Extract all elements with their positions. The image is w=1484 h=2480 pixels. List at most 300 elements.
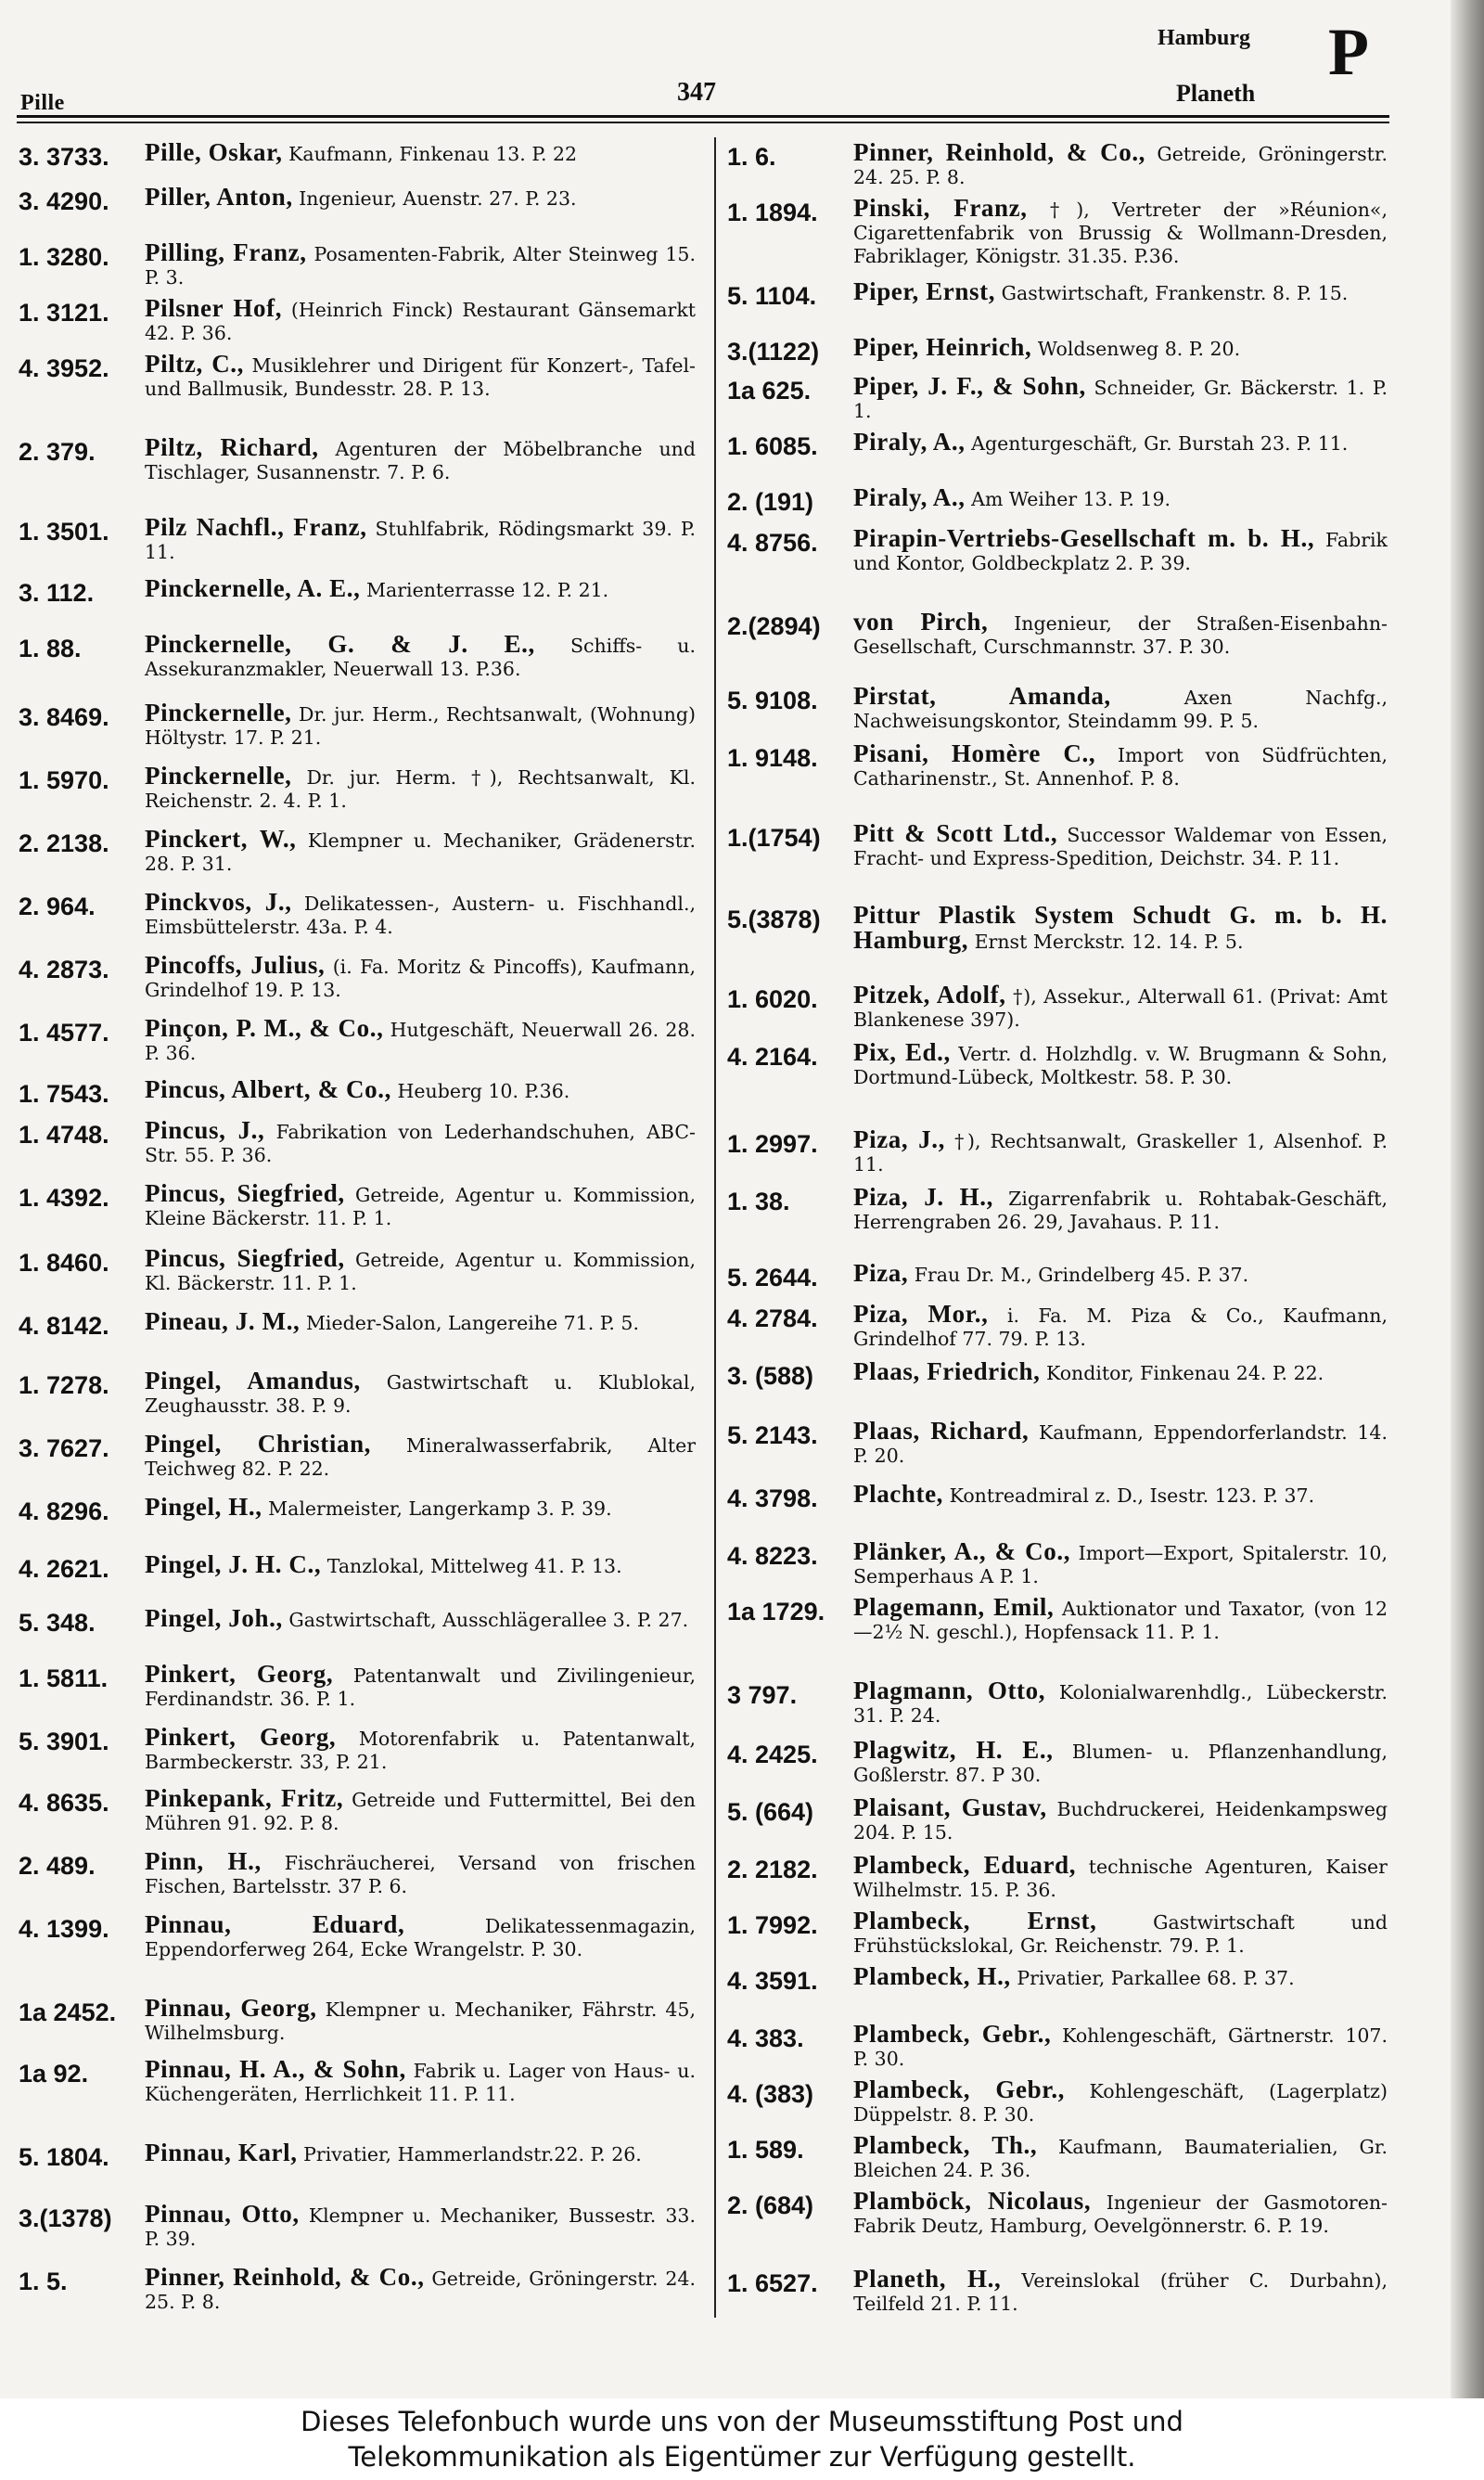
entry-name: Pinçon, P. M., & Co., <box>145 1014 384 1042</box>
directory-entry <box>19 1116 696 1167</box>
entry-details: Agenturgeschäft, Gr. Burstah 23. P. 11. <box>971 432 1349 455</box>
entry-name: Piza, J., <box>853 1125 945 1153</box>
entry-details: Malermeister, Langerkamp 3. P. 39. <box>268 1497 612 1520</box>
entry-text <box>853 1259 1388 1287</box>
phone-number: 4. (383) <box>727 2080 814 2108</box>
directory-entry <box>19 1244 696 1295</box>
entry-name: Piltz, Richard, <box>145 433 319 461</box>
directory-entry <box>727 428 1388 460</box>
phone-number: 5. 1804. <box>19 2143 109 2171</box>
entry-text <box>853 1679 1388 1728</box>
directory-entry <box>19 238 696 289</box>
entry-details: Fabrikation von Lederhandschuhen, ABC-Str. 55. P. 36. <box>145 1121 696 1166</box>
entry-details: Marienterrasse 12. P. 21. <box>366 579 609 601</box>
directory-entry <box>19 433 696 484</box>
directory-entry <box>727 1183 1388 1234</box>
entry-name: Pix, Ed., <box>853 1038 951 1066</box>
entry-name: Pingel, H., <box>145 1493 262 1521</box>
entry-details: Hutgeschäft, Neuerwall 26. 28. P. 36. <box>145 1019 696 1064</box>
entry-details: Frau Dr. M., Grindelberg 45. P. 37. <box>914 1264 1249 1286</box>
footer-notice <box>0 2398 1484 2480</box>
directory-entry <box>727 1417 1388 1468</box>
entry-name: Pincus, Albert, & Co., <box>145 1075 391 1103</box>
entry-name: Plagmann, Otto, <box>853 1677 1046 1704</box>
entry-details: Kolonialwarenhdlg., Lübeckerstr. 31. P. 24. <box>853 1681 1388 1727</box>
entry-text <box>853 138 1388 189</box>
directory-entry <box>727 682 1388 733</box>
entry-name: Plambeck, Gebr., <box>853 2020 1052 2048</box>
entry-name: Piper, Ernst, <box>853 277 996 305</box>
phone-number: 1. 3280. <box>19 243 109 271</box>
directory-entry <box>727 1038 1388 1089</box>
entry-details: Schneider, Gr. Bäckerstr. 1. P. 1. <box>853 377 1388 422</box>
entry-text <box>853 2075 1388 2127</box>
entry-details: Musiklehrer und Dirigent für Konzert-, Tafel- und Ballmusik, Bundesstr. 28. P. 13. <box>145 354 696 400</box>
phone-number: 2. 379. <box>19 438 96 466</box>
phone-number: 4. 8635. <box>19 1789 109 1817</box>
entry-details: Klempner u. Mechaniker, Grädenerstr. 28. P. 31. <box>145 829 696 875</box>
entry-name: Pincoffs, Julius, <box>145 951 326 979</box>
entry-name: Pittur Plastik System Schudt G. m. b. H. Hamburg, <box>853 901 1388 954</box>
phone-number: 3. 7627. <box>19 1434 109 1462</box>
entry-name: Pincus, J., <box>145 1116 265 1144</box>
entry-name: Pinnau, Eduard, <box>145 1910 405 1938</box>
directory-entry <box>19 762 696 813</box>
entry-details: Getreide, Agentur u. Kommission, Kleine Bäckerstr. 11. P. 1. <box>145 1184 696 1229</box>
entry-name: Plambeck, H., <box>853 1962 1011 1990</box>
entry-text <box>145 1660 696 1711</box>
entry-text <box>145 951 696 1002</box>
directory-entry <box>19 294 696 345</box>
entry-name: Pineau, J. M., <box>145 1307 301 1335</box>
entry-name: Pinski, Franz, <box>853 194 1028 222</box>
entry-name: Pilling, Franz, <box>145 238 307 266</box>
directory-entry <box>727 1962 1388 1995</box>
directory-entry <box>19 1784 696 1835</box>
entry-name: Plambeck, Gebr., <box>853 2075 1066 2103</box>
phone-number: 1. 6020. <box>727 985 818 1013</box>
directory-entry <box>19 1910 696 1961</box>
entry-name: Plaas, Friedrich, <box>853 1357 1041 1385</box>
entry-details: Buchdruckerei, Heidenkampsweg 204. P. 15. <box>853 1798 1388 1844</box>
directory-entry <box>19 1430 696 1481</box>
entry-details: Kaufmann, Eppendorferlandstr. 14. P. 20. <box>853 1421 1388 1467</box>
entry-text <box>853 983 1388 1032</box>
entry-details: Privatier, Hammerlandstr.22. P. 26. <box>303 2143 642 2165</box>
header-last-entry-word: Planeth <box>1176 80 1256 107</box>
entry-name: Plamböck, Nicolaus, <box>853 2187 1092 2215</box>
entry-details: Agenturen der Möbelbranche und Tischlager, Susannenstr. 7. P. 6. <box>145 438 696 483</box>
directory-entry <box>727 1357 1388 1390</box>
entry-text <box>145 574 696 602</box>
entry-text <box>853 2265 1388 2316</box>
entry-name: Pirstat, Amanda, <box>853 682 1111 710</box>
phone-number: 1. 3121. <box>19 299 109 327</box>
entry-text <box>145 1550 696 1578</box>
phone-number: 4. 2621. <box>19 1555 109 1583</box>
entry-text <box>853 901 1388 954</box>
directory-entry <box>727 194 1388 268</box>
entry-name: Plambeck, Ernst, <box>853 1907 1097 1934</box>
entry-name: Pinkepank, Fritz, <box>145 1784 344 1812</box>
entry-name: Plaas, Richard, <box>853 1417 1030 1445</box>
directory-entry <box>727 2265 1388 2316</box>
entry-details: Kohlengeschäft, (Lagerplatz) Düppelstr. 8. P. 30. <box>853 2080 1388 2126</box>
entry-text <box>853 1038 1388 1089</box>
phone-number: 5. 348. <box>19 1609 96 1637</box>
directory-entry <box>19 825 696 876</box>
directory-entry <box>19 2055 696 2106</box>
phone-number: 1. 6527. <box>727 2269 818 2297</box>
entry-text <box>145 138 696 166</box>
phone-number: 5. 3901. <box>19 1728 109 1755</box>
phone-number: 1. 3501. <box>19 518 109 546</box>
entry-text <box>853 2131 1388 2182</box>
entry-text <box>145 433 696 484</box>
phone-number: 1. 4392. <box>19 1184 109 1212</box>
phone-number: 2. (191) <box>727 488 814 516</box>
directory-entry <box>19 1307 696 1340</box>
entry-name: von Pirch, <box>853 608 989 636</box>
header-city: Hamburg <box>1158 26 1251 50</box>
phone-number: 1. 589. <box>727 2136 804 2164</box>
entry-text <box>853 610 1388 659</box>
entry-text <box>145 1847 696 1898</box>
entry-details: Gastwirtschaft, Frankenstr. 8. P. 15. <box>1001 282 1349 304</box>
entry-details: i. Fa. M. Piza & Co., Kaufmann, Grindelhof 77. 79. P. 13. <box>853 1304 1388 1350</box>
directory-entry <box>19 1493 696 1525</box>
phone-number: 5. 1104. <box>727 282 817 310</box>
directory-entry <box>727 277 1388 310</box>
phone-number: 4. 3591. <box>727 1967 818 1995</box>
entry-details: Kontreadmiral z. D., Isestr. 123. P. 37. <box>949 1484 1315 1507</box>
entry-name: Piza, <box>853 1259 909 1287</box>
entry-text <box>145 238 696 289</box>
directory-entry <box>727 983 1388 1032</box>
entry-text <box>853 1962 1388 1990</box>
entry-name: Pinnau, Karl, <box>145 2139 298 2166</box>
entry-details: Getreide, Gröningerstr. 24. 25. P. 8. <box>145 2268 696 2313</box>
phone-number: 1. 8460. <box>19 1249 109 1277</box>
phone-number: 4. 1399. <box>19 1915 109 1943</box>
phone-number: 1. 2997. <box>727 1130 818 1158</box>
phone-number: 3.(1122) <box>727 338 820 366</box>
phone-number: 4. 383. <box>727 2024 804 2052</box>
entry-details: Woldsenweg 8. P. 20. <box>1037 338 1241 360</box>
entry-details: Getreide, Agentur u. Kommission, Kl. Bäckerstr. 11. P. 1. <box>145 1249 696 1294</box>
entry-text <box>853 1183 1388 1234</box>
directory-entry <box>727 819 1388 870</box>
entry-name: Pitt & Scott Ltd., <box>853 819 1058 847</box>
entry-details: Successor Waldemar von Essen, Fracht- und Express-Spedition, Deichstr. 34. P. 11. <box>853 824 1388 869</box>
phone-number: 1. 1894. <box>727 199 818 226</box>
header-first-entry-word: Pille <box>20 91 65 115</box>
phone-number: 4. 2425. <box>727 1741 818 1768</box>
phone-number: 1.(1754) <box>727 824 821 852</box>
directory-entry <box>19 701 696 750</box>
entry-name: Pinckvos, J., <box>145 888 292 916</box>
entry-details: Tanzlokal, Mittelweg 41. P. 13. <box>326 1555 622 1577</box>
page-binding-edge <box>1451 0 1484 2398</box>
entry-name: Pinner, Reinhold, & Co., <box>853 138 1146 166</box>
phone-number: 1. 4577. <box>19 1019 109 1047</box>
entry-text <box>853 1300 1388 1351</box>
entry-text <box>145 1244 696 1295</box>
phone-number: 1a 1729. <box>727 1598 825 1625</box>
directory-entry <box>19 1075 696 1108</box>
entry-text <box>853 483 1388 511</box>
entry-details: Patentanwalt und Zivilingenieur, Ferdinandstr. 36. P. 1. <box>145 1664 696 1710</box>
phone-number: 5. 9108. <box>727 687 818 714</box>
entry-details: Getreide und Futtermittel, Bei den Mühren 91. 92. P. 8. <box>145 1789 696 1834</box>
entry-name: Plänker, A., & Co., <box>853 1537 1071 1565</box>
phone-number: 1a 2452. <box>19 1998 117 2026</box>
entry-text <box>853 1417 1388 1468</box>
phone-number: 3 797. <box>727 1681 798 1709</box>
phone-number: 1. 4748. <box>19 1121 109 1149</box>
phone-number: 1a 92. <box>19 2060 89 2088</box>
entry-name: Pincus, Siegfried, <box>145 1179 345 1207</box>
entry-name: Plachte, <box>853 1480 944 1508</box>
directory-entry <box>19 1660 696 1711</box>
entry-details: Gastwirtschaft, Ausschlägerallee 3. P. 27. <box>288 1609 689 1631</box>
entry-details: Axen Nachfg., Nachweisungskontor, Steindamm 99. P. 5. <box>853 687 1388 732</box>
entry-text <box>145 2055 696 2106</box>
entry-details: Fabrik u. Lager von Haus- u. Küchengeräten, Herrlichkeit 11. P. 11. <box>145 2060 696 2105</box>
entry-text <box>853 372 1388 423</box>
entry-text <box>853 277 1388 305</box>
entry-name: Pinnau, H. A., & Sohn, <box>145 2055 406 2083</box>
entry-name: Pinn, H., <box>145 1847 262 1875</box>
phone-number: 4. 2873. <box>19 956 109 983</box>
phone-number: 3. 8469. <box>19 703 109 731</box>
directory-entry <box>727 2075 1388 2127</box>
directory-entry <box>727 138 1388 189</box>
entry-name: Pisani, Homère C., <box>853 739 1096 767</box>
entry-name: Piza, J. H., <box>853 1183 993 1211</box>
entry-text <box>145 888 696 939</box>
entry-details: Klempner u. Mechaniker, Fährstr. 45, Wilhelmsburg. <box>145 1998 696 2044</box>
entry-details: †), Assekur., Alterwall 61. (Privat: Amt Blankenese 397). <box>853 985 1388 1031</box>
directory-entry <box>727 901 1388 954</box>
phone-number: 4. 3798. <box>727 1484 818 1512</box>
footer-line-2: Telekommunikation als Eigentümer zur Verfügung gestellt. <box>348 2441 1136 2473</box>
entry-text <box>145 183 696 211</box>
directory-entry <box>727 333 1388 366</box>
entry-details: Kohlengeschäft, Gärtnerstr. 107. P. 30. <box>853 2024 1388 2070</box>
directory-entry <box>19 888 696 939</box>
entry-details: Mieder-Salon, Langereihe 71. P. 5. <box>305 1312 639 1334</box>
entry-name: Plambeck, Eduard, <box>853 1851 1077 1879</box>
entry-text <box>145 1493 696 1521</box>
directory-entry <box>19 1014 696 1065</box>
entry-details: Motorenfabrik u. Patentanwalt, Barmbeckerstr. 33, P. 21. <box>145 1728 696 1773</box>
entry-name: Piper, Heinrich, <box>853 333 1032 361</box>
phone-number: 1. 9148. <box>727 744 818 772</box>
phone-number: 4. 3952. <box>19 354 109 382</box>
entry-name: Pinkert, Georg, <box>145 1660 334 1688</box>
entry-text <box>145 1430 696 1481</box>
entry-details: Zigarrenfabrik u. Rohtabak-Geschäft, Herrengraben 26. 29, Javahaus. P. 11. <box>853 1188 1388 1233</box>
entry-details: technische Agenturen, Kaiser Wilhelmstr. 15. P. 36. <box>853 1856 1388 1901</box>
entry-details: Delikatessen-, Austern- u. Fischhandl., Eimsbüttelerstr. 43a. P. 4. <box>145 893 696 938</box>
phone-number: 1. 7992. <box>727 1911 818 1939</box>
phone-number: 4. 2784. <box>727 1304 818 1332</box>
entry-text <box>145 1116 696 1167</box>
directory-entry <box>19 1369 696 1418</box>
entry-name: Pinckernelle, <box>145 699 292 726</box>
directory-entry <box>19 1550 696 1583</box>
entry-name: Pingel, Amandus, <box>145 1367 361 1394</box>
directory-entry <box>727 1909 1388 1958</box>
entry-text <box>853 1593 1388 1644</box>
entry-text <box>853 1480 1388 1508</box>
entry-text <box>853 524 1388 575</box>
phone-number: 2. 489. <box>19 1852 96 1880</box>
entry-text <box>145 1723 696 1774</box>
entry-name: Pingel, Joh., <box>145 1604 283 1632</box>
entry-text <box>853 682 1388 733</box>
entry-name: Pingel, Christian, <box>145 1430 372 1458</box>
phone-number: 1. 88. <box>19 635 82 662</box>
entry-details: (i. Fa. Moritz & Pincoffs), Kaufmann, Grindelhof 19. P. 13. <box>145 956 696 1001</box>
phone-number: 3. 4290. <box>19 187 109 215</box>
entry-text <box>853 1793 1388 1844</box>
phone-number: 2. 2182. <box>727 1856 818 1883</box>
directory-entry <box>727 1593 1388 1644</box>
directory-entry <box>19 1179 696 1230</box>
entry-name: Planeth, H., <box>853 2265 1002 2293</box>
entry-details: Kaufmann, Finkenau 13. P. 22 <box>288 143 578 165</box>
entry-name: Pirapin-Vertriebs-Gesellschaft m. b. H., <box>853 524 1315 552</box>
entry-text <box>145 1014 696 1065</box>
directory-entry <box>727 483 1388 516</box>
entry-details: Mineralwasserfabrik, Alter Teichweg 82. P. 22. <box>145 1434 696 1480</box>
directory-entry <box>19 138 696 171</box>
entry-text <box>145 2263 696 2314</box>
entry-text <box>145 2200 696 2251</box>
directory-entry <box>19 1994 696 2045</box>
header-rule-thin <box>17 122 1389 123</box>
directory-entry <box>727 1679 1388 1728</box>
entry-name: Pinnau, Georg, <box>145 1994 317 2022</box>
directory-entry <box>19 630 697 681</box>
directory-entry <box>19 350 696 401</box>
entry-details: †), Rechtsanwalt, Graskeller 1, Alsenhof. P. 11. <box>853 1130 1388 1176</box>
entry-name: Pinnau, Otto, <box>145 2200 300 2228</box>
directory-entry <box>727 610 1388 659</box>
section-letter: P <box>1328 15 1369 89</box>
entry-details: Klempner u. Mechaniker, Bussestr. 33. P. 39. <box>145 2204 696 2250</box>
entry-text <box>145 630 697 681</box>
phone-number: 1. 5811. <box>19 1664 109 1692</box>
phone-number: 1. 7278. <box>19 1371 109 1399</box>
entry-text <box>853 1537 1388 1588</box>
entry-details: Dr. jur. Herm. †), Rechtsanwalt, Kl. Reichenstr. 2. 4. P. 1. <box>145 766 696 812</box>
phone-number: 1a 625. <box>727 377 812 405</box>
phone-number: 2. 964. <box>19 893 96 920</box>
directory-entry <box>19 1847 696 1898</box>
phone-number: 1. 5. <box>19 2268 68 2295</box>
entry-name: Piraly, A., <box>853 483 966 511</box>
phone-number: 1. 5970. <box>19 766 109 794</box>
entry-text <box>145 1307 696 1335</box>
entry-details: Schiffs- u. Assekuranzmakler, Neuerwall 13. P.36. <box>145 635 697 680</box>
phone-number: 4. 8142. <box>19 1312 109 1340</box>
directory-entry <box>19 2263 696 2314</box>
entry-text <box>145 350 696 401</box>
entry-text <box>145 1075 696 1103</box>
entry-text <box>853 1909 1388 1958</box>
entry-text <box>853 739 1388 790</box>
entry-details: Getreide, Gröningerstr. 24. 25. P. 8. <box>853 143 1388 188</box>
entry-details: (Heinrich Finck) Restaurant Gänsemarkt 42. P. 36. <box>145 299 696 344</box>
entry-details: Privatier, Parkallee 68. P. 37. <box>1017 1967 1295 1989</box>
phone-number: 4. 2164. <box>727 1043 818 1071</box>
directory-entry <box>727 1259 1388 1291</box>
entry-name: Plagwitz, H. E., <box>853 1736 1054 1764</box>
entry-text <box>853 1125 1388 1176</box>
phone-number: 3. 112. <box>19 579 95 607</box>
directory-entry <box>727 524 1388 575</box>
phone-number: 4. 8223. <box>727 1542 818 1570</box>
entry-name: Piller, Anton, <box>145 183 293 211</box>
phone-number: 1. 6085. <box>727 432 818 460</box>
entry-text <box>853 430 1388 456</box>
entry-name: Pille, Oskar, <box>145 138 283 166</box>
entry-details: Ingenieur, der Straßen-Eisenbahn-Gesellschaft, Curschmannstr. 37. P. 30. <box>853 612 1388 658</box>
entry-name: Pinkert, Georg, <box>145 1723 337 1751</box>
directory-entry <box>727 1851 1388 1902</box>
entry-details: Kaufmann, Baumaterialien, Gr. Bleichen 24. P. 36. <box>853 2136 1388 2181</box>
entry-details: Delikatessenmagazin, Eppendorferweg 264, Ecke Wrangelstr. P. 30. <box>145 1915 696 1960</box>
entry-details: Heuberg 10. P.36. <box>397 1080 570 1102</box>
phone-number: 2. 2138. <box>19 829 109 857</box>
entry-text <box>853 1357 1388 1385</box>
entry-details: Import—Export, Spitalerstr. 10, Semperhaus A P. 1. <box>853 1542 1388 1587</box>
directory-entry <box>727 2187 1388 2238</box>
entry-text <box>853 2187 1388 2238</box>
directory-entry <box>19 951 696 1002</box>
entry-name: Pitzek, Adolf, <box>853 981 1006 1009</box>
entry-name: Plambeck, Th., <box>853 2131 1038 2159</box>
entry-text <box>853 333 1388 361</box>
page-number: 347 <box>677 78 716 107</box>
entry-details: Konditor, Finkenau 24. P. 22. <box>1045 1362 1324 1384</box>
entry-details: Fischräucherei, Versand von frischen Fischen, Bartelsstr. 37 P. 6. <box>145 1852 696 1897</box>
entry-details: Vereinslokal (früher C. Durbahn), Teilfeld 21. P. 11. <box>853 2269 1388 2315</box>
phone-number: 2.(2894) <box>727 612 821 640</box>
directory-entry <box>727 1300 1388 1351</box>
entry-text <box>145 825 696 876</box>
entry-name: Plaisant, Gustav, <box>853 1793 1047 1821</box>
directory-entry <box>727 1736 1388 1787</box>
directory-entry <box>727 2131 1388 2182</box>
entry-name: Pilz Nachfl., Franz, <box>145 513 367 541</box>
entry-name: Piraly, A., <box>853 428 966 456</box>
directory-entry <box>19 1723 696 1774</box>
directory-entry <box>19 1604 696 1637</box>
phone-number: 1. 7543. <box>19 1080 109 1108</box>
phone-number: 5. 2644. <box>727 1264 818 1291</box>
phone-number: 5. 2143. <box>727 1421 818 1449</box>
entry-text <box>145 1784 696 1835</box>
entry-text <box>145 701 696 750</box>
phone-number: 3.(1378) <box>19 2204 112 2232</box>
directory-entry <box>19 2200 696 2251</box>
directory-entry <box>19 574 696 607</box>
entry-details: Ingenieur, Auenstr. 27. P. 23. <box>299 187 577 210</box>
